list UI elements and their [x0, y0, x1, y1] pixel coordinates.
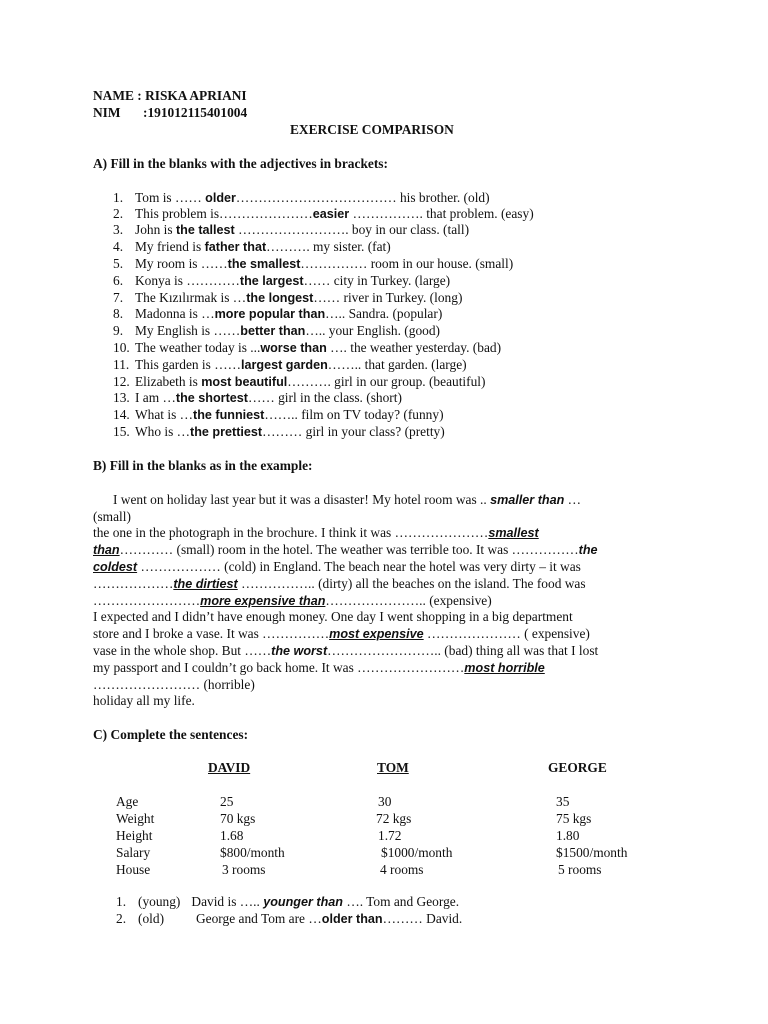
- item-text: ………. my sister. (fat): [266, 239, 391, 254]
- paragraph-line: (small): [93, 509, 131, 524]
- table-cell: 25: [220, 794, 234, 809]
- list-item: [113, 290, 462, 306]
- text-run: …: [564, 492, 582, 507]
- paragraph-line: [113, 492, 581, 508]
- list-item: [113, 206, 534, 222]
- item-text: I am …: [135, 390, 176, 405]
- item-answer: better than: [240, 324, 306, 338]
- table-cell: 3 rooms: [222, 862, 266, 877]
- item-answer: more popular than: [214, 307, 326, 321]
- item-text: …… girl in the class. (short): [247, 390, 402, 405]
- table-cell: 75 kgs: [556, 811, 592, 826]
- item-answer: largest garden: [241, 358, 328, 372]
- item-text: George and Tom are …: [196, 911, 322, 926]
- item-number: 7.: [113, 290, 124, 305]
- item-text: This problem is…………………: [135, 206, 313, 221]
- table-cell: $1000/month: [381, 845, 453, 860]
- filled-answer: smaller than: [490, 493, 565, 507]
- column-header-tom: TOM: [377, 760, 409, 775]
- item-number: 1.: [113, 190, 124, 205]
- item-answer: father that: [204, 240, 267, 254]
- table-cell: 1.68: [220, 828, 244, 843]
- item-text: ……………. that problem. (easy): [349, 206, 534, 221]
- item-text: Madonna is …: [135, 306, 215, 321]
- text-run: ……………………: [93, 593, 201, 608]
- row-label: Height: [116, 828, 153, 843]
- text-run: …………………….. (bad) thing all was that I lost: [327, 643, 599, 658]
- list-item: [113, 273, 450, 289]
- list-item: [113, 340, 501, 356]
- list-item: [113, 239, 391, 255]
- list-item: [116, 911, 462, 927]
- filled-answer: the worst: [271, 644, 328, 658]
- item-answer: the largest: [239, 274, 304, 288]
- text-run: the one in the photograph in the brochure. I think it was …………………: [93, 525, 489, 540]
- text-run: …………….. (dirty) all the beaches on the island. The food was: [237, 576, 586, 591]
- item-answer: older than: [321, 912, 383, 926]
- table-cell: 70 kgs: [220, 811, 256, 826]
- list-item: [113, 323, 440, 339]
- list-item: [113, 374, 485, 390]
- item-number: 3.: [113, 222, 124, 237]
- item-number: 12.: [113, 374, 130, 389]
- table-cell: 30: [378, 794, 392, 809]
- item-answer: the prettiest: [190, 425, 263, 439]
- item-text: …….. film on TV today? (funny): [264, 407, 444, 422]
- item-text: Konya is …………: [135, 273, 240, 288]
- paragraph-line: …………………… (horrible): [93, 677, 255, 692]
- row-label: Weight: [116, 811, 155, 826]
- table-cell: 72 kgs: [376, 811, 412, 826]
- item-text: Tom is ……: [135, 190, 206, 205]
- table-cell: 35: [556, 794, 570, 809]
- item-number: 2.: [113, 206, 124, 221]
- table-cell: 1.72: [378, 828, 402, 843]
- list-item: [113, 306, 442, 322]
- filled-answer: the: [578, 543, 598, 557]
- filled-answer: most expensive: [329, 627, 424, 641]
- student-nim-value: :191012115401004: [143, 105, 248, 120]
- column-header-david: DAVID: [208, 760, 251, 775]
- item-text: This garden is ……: [135, 357, 241, 372]
- filled-answer: the dirtiest: [173, 577, 238, 591]
- table-cell: 4 rooms: [380, 862, 424, 877]
- row-label: Age: [116, 794, 139, 809]
- item-answer: the tallest: [175, 223, 235, 237]
- text-run: ………………….. (expensive): [325, 593, 492, 608]
- table-cell: 5 rooms: [558, 862, 602, 877]
- item-answer: older: [205, 191, 236, 205]
- text-run: I went on holiday last year but it was a disaster! My hotel room was ..: [113, 492, 491, 507]
- list-item: [113, 407, 444, 423]
- item-text: The weather today is ...: [135, 340, 261, 355]
- item-answer: worse than: [260, 341, 327, 355]
- filled-answer: smallest: [488, 526, 539, 540]
- list-item: [116, 894, 459, 910]
- item-number: 1.: [116, 894, 127, 909]
- list-item: [113, 256, 513, 272]
- filled-answer: than: [93, 543, 120, 557]
- table-cell: 1.80: [556, 828, 580, 843]
- item-text: Elizabeth is: [135, 374, 202, 389]
- item-text: …… river in Turkey. (long): [313, 290, 463, 305]
- paragraph-line: [93, 576, 586, 592]
- item-number: 10.: [113, 340, 130, 355]
- paragraph-line: [93, 542, 598, 558]
- item-answer: the funniest: [193, 408, 265, 422]
- item-number: 11.: [113, 357, 130, 372]
- item-text: ……… David.: [382, 911, 463, 926]
- section-a-heading: A) Fill in the blanks with the adjectives in brackets:: [93, 156, 388, 171]
- text-run: ………………… ( expensive): [423, 626, 590, 641]
- paragraph-line: [93, 593, 492, 609]
- text-run: ………… (small) room in the hotel. The weather was terrible too. It was ……………: [119, 542, 579, 557]
- item-number: 6.: [113, 273, 124, 288]
- item-text: David is …..: [191, 894, 264, 909]
- list-item: [113, 190, 490, 206]
- row-label: House: [116, 862, 151, 877]
- page-title: EXERCISE COMPARISON: [290, 122, 454, 137]
- item-text: ….. your English. (good): [305, 323, 440, 338]
- item-number: 2.: [116, 911, 127, 926]
- item-answer: the shortest: [175, 391, 248, 405]
- item-answer: the smallest: [227, 257, 301, 271]
- paragraph-line: [93, 525, 539, 541]
- item-text: John is: [135, 222, 176, 237]
- item-number: 14.: [113, 407, 130, 422]
- paragraph-line: [93, 559, 581, 575]
- item-text: Who is …: [135, 424, 191, 439]
- filled-answer: coldest: [93, 560, 138, 574]
- item-number: 9.: [113, 323, 124, 338]
- text-run: my passport and I couldn’t go back home. It was ……………………: [93, 660, 465, 675]
- item-number: 8.: [113, 306, 124, 321]
- item-text: ….. Sandra. (popular): [325, 306, 443, 321]
- item-answer: easier: [312, 207, 350, 221]
- item-number: 5.: [113, 256, 124, 271]
- table-cell: $1500/month: [556, 845, 628, 860]
- item-text: My room is ……: [135, 256, 228, 271]
- item-answer: younger than: [263, 895, 343, 909]
- section-c-heading: C) Complete the sentences:: [93, 727, 249, 742]
- item-text: …. the weather yesterday. (bad): [326, 340, 502, 355]
- item-hint: (young): [138, 894, 181, 909]
- item-text: ……………………. boy in our class. (tall): [234, 222, 470, 237]
- student-nim-label: NIM: [93, 105, 121, 120]
- item-answer: most beautiful: [201, 375, 288, 389]
- item-text: ………. girl in our group. (beautiful): [287, 374, 486, 389]
- list-item: [113, 424, 445, 440]
- item-text: …… city in Turkey. (large): [303, 273, 451, 288]
- item-text: My English is ……: [135, 323, 241, 338]
- table-cell: $800/month: [220, 845, 285, 860]
- list-item: [113, 390, 402, 406]
- section-b-heading: B) Fill in the blanks as in the example:: [93, 458, 313, 473]
- paragraph-line: holiday all my life.: [93, 693, 195, 708]
- item-hint: (old): [138, 911, 165, 926]
- paragraph-line: I expected and I didn’t have enough money. One day I went shopping in a big department: [93, 609, 573, 624]
- student-name: NAME : RISKA APRIANI: [93, 88, 247, 103]
- list-item: [113, 357, 467, 373]
- filled-answer: more expensive than: [200, 594, 326, 608]
- item-number: 15.: [113, 424, 130, 439]
- item-text: ……………………………… his brother. (old): [235, 190, 490, 205]
- item-text: The Kızılırmak is …: [135, 290, 247, 305]
- text-run: store and I broke a vase. It was ……………: [93, 626, 330, 641]
- column-header-george: GEORGE: [548, 760, 607, 775]
- item-number: 13.: [113, 390, 130, 405]
- item-text: My friend is: [135, 239, 205, 254]
- item-text: …. Tom and George.: [342, 894, 460, 909]
- paragraph-line: [93, 660, 545, 676]
- item-answer: the longest: [246, 291, 314, 305]
- text-run: ………………: [93, 576, 174, 591]
- paragraph-line: [93, 643, 598, 659]
- text-run: vase in the whole shop. But ……: [93, 643, 272, 658]
- item-text: ……… girl in your class? (pretty): [262, 424, 445, 439]
- filled-answer: most horrible: [464, 661, 545, 675]
- item-text: What is …: [135, 407, 194, 422]
- text-run: ……………… (cold) in England. The beach near the hotel was very dirty – it was: [137, 559, 581, 574]
- list-item: [113, 222, 469, 238]
- paragraph-line: [93, 626, 590, 642]
- item-number: 4.: [113, 239, 124, 254]
- item-text: …….. that garden. (large): [327, 357, 467, 372]
- item-text: …………… room in our house. (small): [300, 256, 514, 271]
- row-label: Salary: [116, 845, 151, 860]
